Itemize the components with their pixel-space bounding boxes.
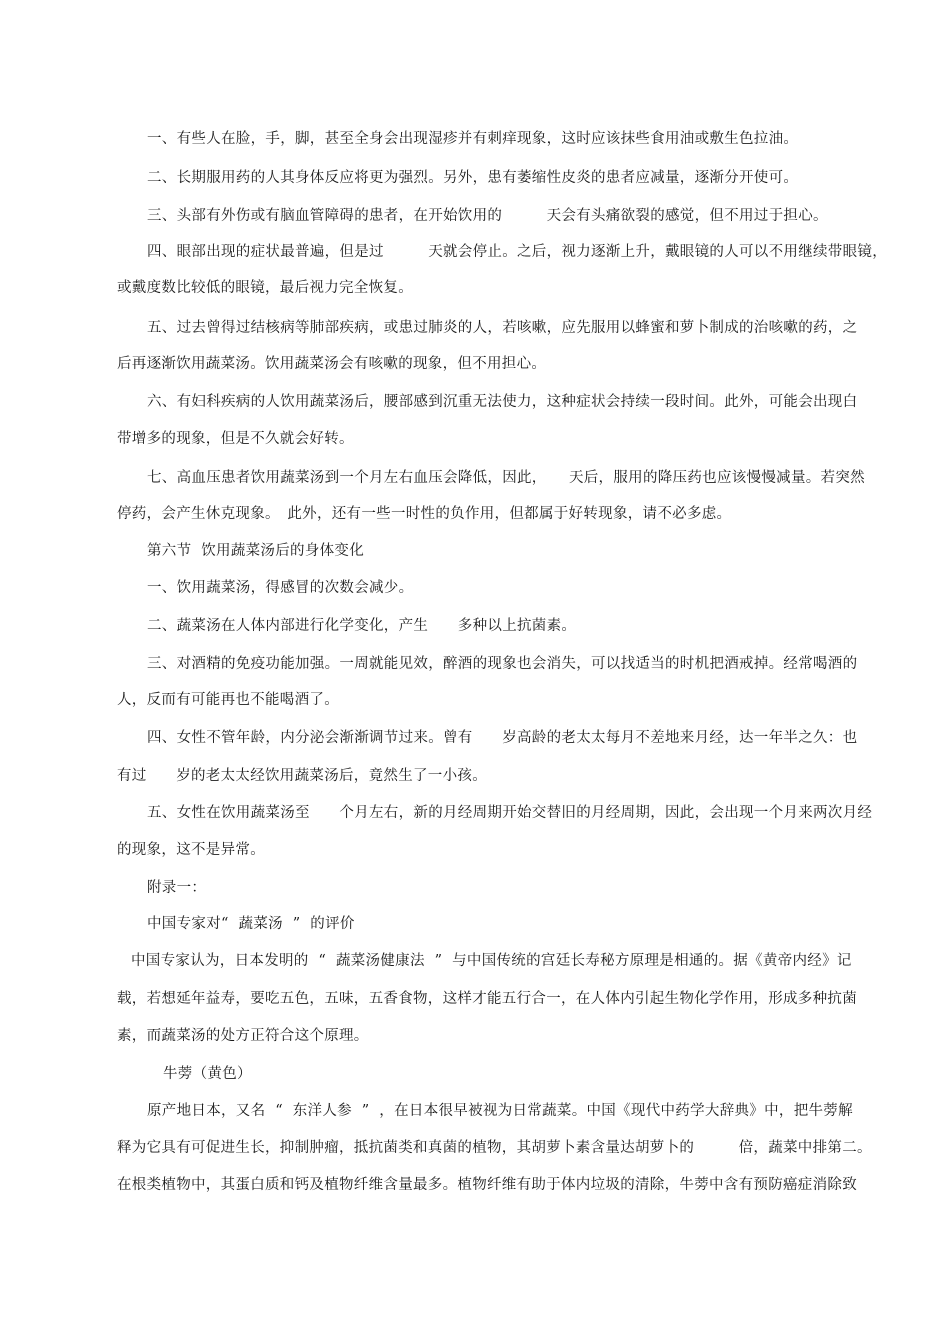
paragraph-line: 中国专家认为，日本发明的 “ 蔬菜汤健康法 ” 与中国传统的宫廷长寿秘方原理是相通的。据《黄帝内经》记 [131,953,852,969]
paragraph-line: 或戴度数比较低的眼镜，最后视力完全恢复。 [117,280,413,296]
paragraph-line: 三、头部有外伤或有脑血管障碍的患者，在开始饮用的 天会有头痛欲裂的感觉，但不用过于担心。 [147,208,828,224]
paragraph-line: 的现象，这不是异常。 [117,842,265,858]
paragraph-line: 在根类植物中，其蛋白质和钙及植物纤维含量最多。植物纤维有助于体内垃圾的清除，牛蒡中含有预防癌症消除致 [117,1177,857,1193]
paragraph-line: 一、饮用蔬菜汤，得感冒的次数会减少。 [147,580,414,596]
paragraph-line: 后再逐渐饮用蔬菜汤。饮用蔬菜汤会有咳嗽的现象，但不用担心。 [117,356,547,372]
paragraph-line: 五、过去曾得过结核病等肺部疾病，或患过肺炎的人，若咳嗽，应先服用以蜂蜜和萝卜制成的治咳嗽的药，之 [147,320,858,336]
paragraph-line: 带增多的现象，但是不久就会好转。 [117,431,354,447]
paragraph-line: 一、有些人在脸，手，脚，甚至全身会出现湿疹并有刺痒现象，这时应该抹些食用油或敷生色拉油。 [147,131,799,147]
paragraph-line: 原产地日本，又名 “ 东洋人参 ” ，在日本很早被视为日常蔬菜。中国《现代中药学大辞典》中，把牛蒡解 [147,1103,853,1119]
subheading: 牛蒡（黄色） [163,1066,252,1082]
paragraph-line: 素，而蔬菜汤的处方正符合这个原理。 [117,1028,369,1044]
paragraph-line: 释为它具有可促进生长，抑制肿瘤，抵抗菌类和真菌的植物，其胡萝卜素含量达胡萝卜的 倍，蔬菜中排第二。 [117,1140,872,1156]
paragraph-line: 有过 岁的老太太经饮用蔬菜汤后，竟然生了一小孩。 [117,768,487,784]
paragraph-line: 七、高血压患者饮用蔬菜汤到一个月左右血压会降低，因此， 天后，服用的降压药也应该慢慢减量。若突然 [147,470,865,486]
paragraph-line: 停药，会产生休克现象。 此外，还有一些一时性的负作用，但都属于好转现象，请不必多虑。 [117,506,732,522]
section-heading: 第六节 饮用蔬菜汤后的身体变化 [147,543,365,559]
paragraph-line: 二、蔬菜汤在人体内部进行化学变化，产生 多种以上抗菌素。 [147,618,577,634]
appendix-heading: 附录一： [147,880,207,896]
appendix-title: 中国专家对“ 蔬菜汤 ” 的评价 [147,916,355,932]
paragraph-line: 六、有妇科疾病的人饮用蔬菜汤后，腰部感到沉重无法使力，这种症状会持续一段时间。此外，可能会出现白 [147,394,858,410]
paragraph-line: 三、对酒精的免疫功能加强。一周就能见效，醉酒的现象也会消失，可以找适当的时机把酒戒掉。经常喝酒的 [147,656,858,672]
paragraph-line: 二、长期服用药的人其身体反应将更为强烈。另外，患有萎缩性皮炎的患者应减量，逐渐分开使可。 [147,170,799,186]
paragraph-line: 五、女性在饮用蔬菜汤至 个月左右，新的月经周期开始交替旧的月经周期，因此，会出现一个月来两次月经 [147,805,873,821]
paragraph-line: 人，反而有可能再也不能喝酒了。 [117,692,339,708]
paragraph-line: 四、眼部出现的症状最普遍，但是过 天就会停止。之后，视力逐渐上升，戴眼镜的人可以不用继续带眼镜， [147,244,887,260]
paragraph-line: 四、女性不管年龄，内分泌会渐渐调节过来。曾有 岁高龄的老太太每月不差地来月经，达一年半之久：也 [147,730,858,746]
paragraph-line: 载，若想延年益寿，要吃五色，五味，五香食物，这样才能五行合一，在人体内引起生物化学作用，形成多种抗菌 [117,991,857,1007]
